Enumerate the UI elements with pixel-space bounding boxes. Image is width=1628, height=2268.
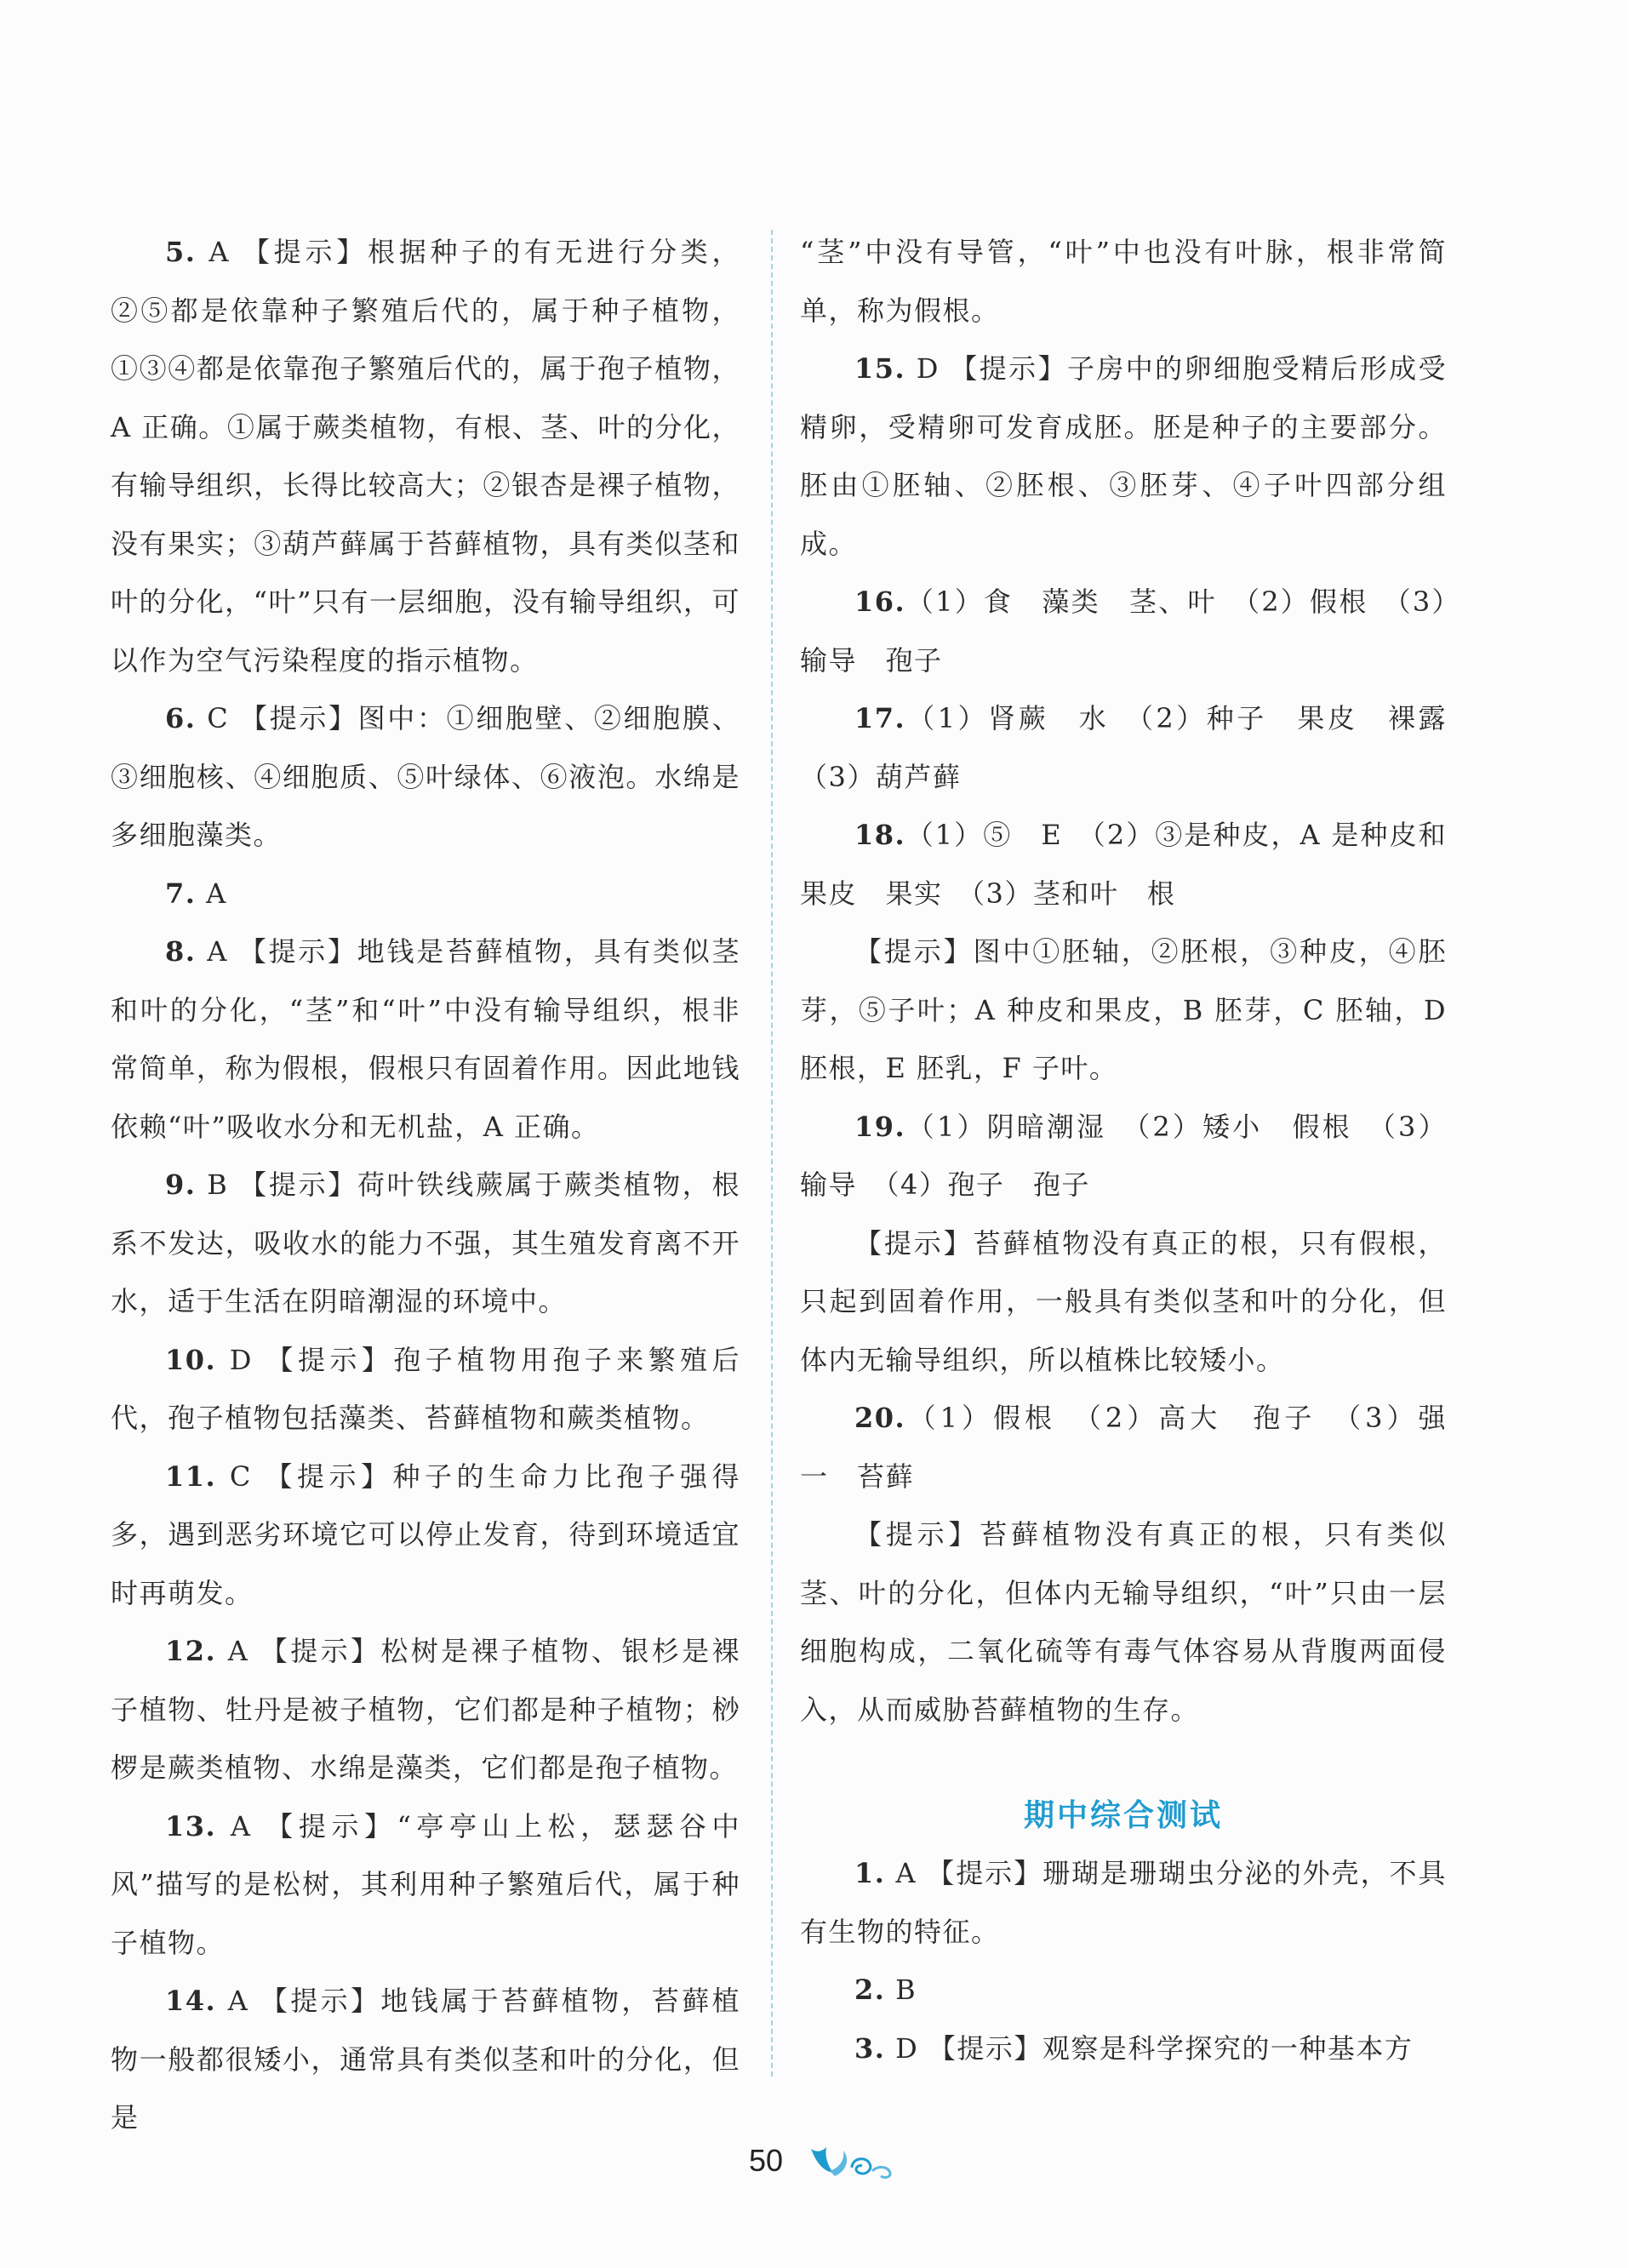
item-text: A 【提示】地钱属于苔藓植物，苔藓植物一般都很矮小，通常具有类似茎和叶的分化，但是	[111, 1985, 740, 2134]
item-text: A 【提示】珊瑚是珊瑚虫分泌的外壳，不具有生物的特征。	[800, 1857, 1447, 1948]
answer-item	[800, 1098, 1447, 1214]
item-text: A 【提示】地钱是苔藓植物，具有类似茎和叶的分化，“茎”和“叶”中没有输导组织，根非常简单，称为假根，假根只有固着作用。因此地钱依赖“叶”吸收水分和无机盐，A 正确。	[111, 935, 740, 1143]
item-number: 6.	[165, 702, 197, 734]
answer-item	[111, 1972, 740, 2147]
answer-item	[111, 923, 740, 1156]
item-text: D 【提示】观察是科学探究的一种基本方	[885, 2031, 1414, 2065]
answer-item	[800, 573, 1447, 689]
item-text: 【提示】苔藓植物没有真正的根，只有类似茎、叶的分化，但体内无输导组织，“叶”只由一层细胞构成，二氧化硫等有毒气体容易从背腹两面侵入，从而威胁苔藓植物的生存。	[800, 1518, 1447, 1726]
answer-item	[111, 1622, 740, 1797]
item-number: 14.	[165, 1985, 217, 2017]
item-number: 3.	[854, 2031, 886, 2065]
answer-item	[111, 689, 740, 865]
item-text: （1）⑤ E （2）③是种皮，A 是种皮和果皮 果实 （3）茎和叶 根	[800, 819, 1447, 910]
item-number: 8.	[165, 935, 197, 968]
right-column	[800, 223, 1476, 2077]
answer-item	[800, 923, 1447, 1098]
answer-item	[800, 1214, 1447, 1390]
item-text: A 【提示】松树是裸子植物、银杉是裸子植物、牡丹是被子植物，它们都是种子植物；桫椤是蕨类植物、水绵是藻类，它们都是孢子植物。	[111, 1635, 740, 1784]
item-text: A 【提示】“亭亭山上松，瑟瑟谷中风”描写的是松树，其利用种子繁殖后代，属于种子植物。	[111, 1809, 740, 1959]
item-number: 16.	[854, 586, 906, 618]
item-number: 10.	[165, 1343, 217, 1376]
item-number: 18.	[854, 819, 906, 851]
item-text: A	[196, 877, 227, 910]
answer-item	[111, 1156, 740, 1331]
item-number: 5.	[165, 236, 197, 268]
item-number: 13.	[165, 1809, 217, 1842]
item-text: C 【提示】种子的生命力比孢子强得多，遇到恶劣环境它可以停止发育，待到环境适宜时再萌发。	[111, 1460, 740, 1609]
item-number: 2.	[854, 1974, 886, 2006]
section-title: 期中综合测试	[1023, 1797, 1223, 1833]
item-number: 7.	[165, 877, 197, 910]
item-number: 20.	[854, 1402, 906, 1434]
answer-item	[111, 1331, 740, 1448]
item-number: 1.	[854, 1857, 886, 1889]
item-number: 17.	[854, 702, 906, 734]
item-text: D 【提示】子房中的卵细胞受精后形成受精卵，受精卵可发育成胚。胚是种子的主要部分。胚由①胚轴、②胚根、③胚芽、④子叶四部分组成。	[800, 352, 1447, 560]
item-text: 【提示】苔藓植物没有真正的根，只有假根，只起到固着作用，一般具有类似茎和叶的分化，但体内无输导组织，所以植株比较矮小。	[800, 1226, 1447, 1376]
item-text: B	[885, 1974, 917, 2006]
answer-item	[800, 689, 1476, 806]
answer-item	[800, 1389, 1476, 1505]
page-number: 50	[749, 2143, 784, 2178]
item-number: 9.	[165, 1168, 197, 1201]
answer-item	[800, 1505, 1447, 1739]
item-text: 【提示】图中①胚轴，②胚根，③种皮，④胚芽，⑤子叶；A 种皮和果皮，B 胚芽，C 胚轴，D 胚根，E 胚乳，F 子叶。	[800, 935, 1447, 1084]
answer-item	[800, 223, 1447, 340]
item-text: （1）食 藻类 茎、叶 （2）假根 （3）输导 孢子	[800, 586, 1447, 677]
item-number: 19.	[854, 1110, 906, 1143]
answer-item	[800, 1961, 1447, 2019]
item-text: C 【提示】图中：①细胞壁、②细胞膜、③细胞核、④细胞质、⑤叶绿体、⑥液泡。水绵是多细胞藻类。	[111, 702, 740, 851]
answer-item	[111, 223, 740, 689]
item-number: 11.	[165, 1460, 217, 1493]
item-text: D 【提示】孢子植物用孢子来繁殖后代，孢子植物包括藻类、苔藓植物和蕨类植物。	[111, 1343, 740, 1434]
publisher-swirl-logo-icon	[804, 2134, 913, 2185]
item-text: “茎”中没有导管，“叶”中也没有叶脉，根非常简单，称为假根。	[800, 236, 1447, 327]
answer-item	[111, 865, 740, 923]
item-number: 15.	[854, 352, 906, 385]
item-number: 12.	[165, 1635, 217, 1667]
item-text: （1）假根 （2）高大 孢子 （3）强 一 苔藓	[800, 1402, 1476, 1493]
answer-item	[800, 340, 1447, 573]
item-text: B 【提示】荷叶铁线蕨属于蕨类植物，根系不发达，吸收水的能力不强，其生殖发育离不开水，适于生活在阴暗潮湿的环境中。	[111, 1168, 740, 1317]
item-text: （1）阴暗潮湿 （2）矮小 假根 （3）输导 （4）孢子 孢子	[800, 1110, 1447, 1201]
answer-item	[800, 2019, 1447, 2078]
answer-item	[800, 1844, 1447, 1961]
answer-item	[111, 1448, 740, 1623]
right-answers	[800, 223, 1476, 1739]
left-column	[111, 223, 740, 2147]
item-text: （1）肾蕨 水 （2）种子 果皮 裸露 （3）葫芦藓	[800, 702, 1476, 793]
section-answers	[800, 1844, 1447, 2077]
item-text: A 【提示】根据种子的有无进行分类，②⑤都是依靠种子繁殖后代的，属于种子植物，①③④都是依靠孢子繁殖后代的，属于孢子植物，A 正确。①属于蕨类植物，有根、茎、叶的分化，有输导组织，长得比较高大；②银杏是裸子植物，没有果实；③葫芦藓属于苔藓植物，具有类似茎和叶的分化，“叶”只有一层细胞，没有输导组织，可以作为空气污染程度的指示植物。	[111, 236, 740, 677]
column-divider	[771, 230, 773, 2077]
answer-item	[111, 1797, 740, 1973]
answer-item	[800, 806, 1447, 923]
